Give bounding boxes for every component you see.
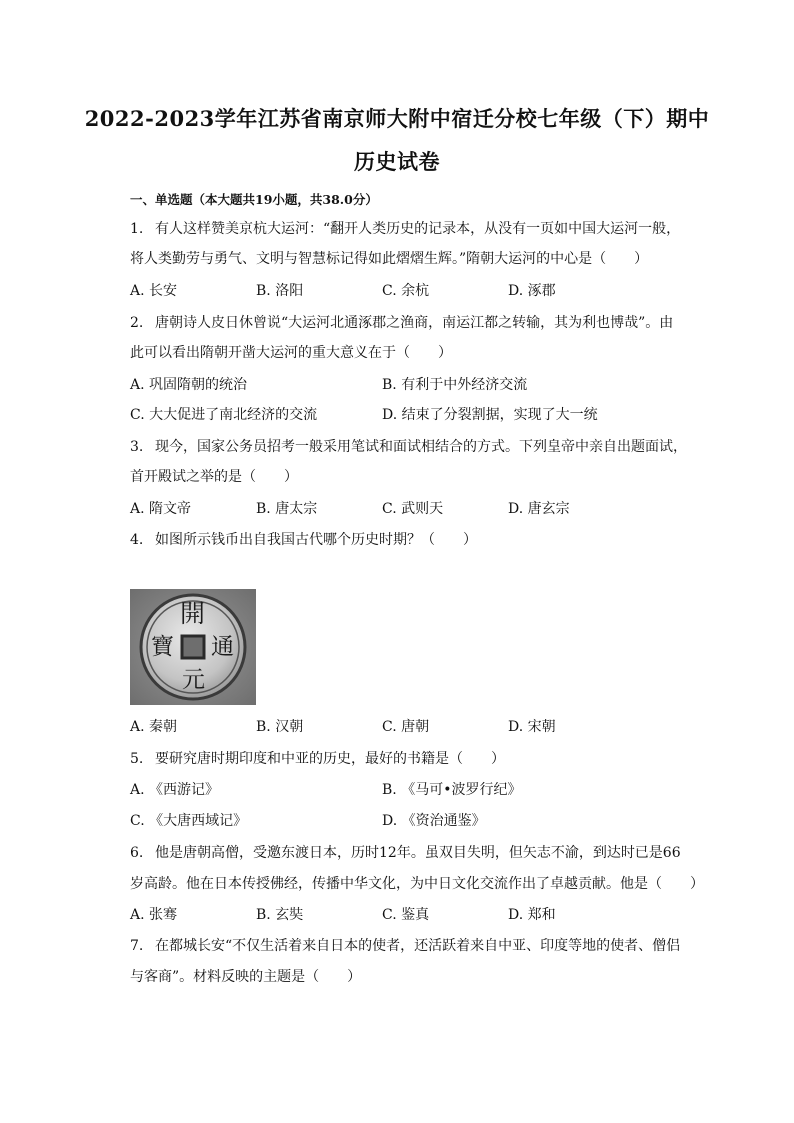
q1-option-c[interactable]: C. 余杭 <box>382 283 430 299</box>
coin-char-right: 通 <box>211 634 234 660</box>
exam-title-line-2: 历史试卷 <box>354 149 440 174</box>
question-number: 5. <box>130 751 144 767</box>
question-text: 在都城长安“不仅生活着来自日本的使者，还活跃着来自中亚、印度等地的使者、僧侣 <box>155 938 681 954</box>
question-number: 4. <box>130 532 144 548</box>
question-5 <box>130 748 505 768</box>
question-number: 7. <box>130 938 144 954</box>
q1-option-a[interactable]: A. 长安 <box>130 283 178 299</box>
question-number: 1. <box>130 221 144 237</box>
question-text: 他是唐朝高僧，受邀东渡日本，历时12年。虽双目失明，但矢志不渝，到达时已是66 <box>155 845 681 861</box>
question-6 <box>130 842 681 862</box>
q6-option-b[interactable]: B. 玄奘 <box>256 907 304 923</box>
question-number: 3. <box>130 439 144 455</box>
question-3-text-line-2: 首开殿试之举的是（ ） <box>130 469 298 485</box>
q1-option-b[interactable]: B. 洛阳 <box>256 283 304 299</box>
question-text: 要研究唐时期印度和中亚的历史，最好的书籍是（ ） <box>155 751 505 767</box>
question-4 <box>130 529 477 549</box>
coin-photo <box>130 589 256 705</box>
coin-char-top: 開 <box>180 599 206 628</box>
question-3 <box>130 436 687 456</box>
q1-option-d[interactable]: D. 涿郡 <box>508 283 556 299</box>
q6-option-d[interactable]: D. 郑和 <box>508 907 556 923</box>
q4-option-b[interactable]: B. 汉朝 <box>256 719 304 735</box>
question-text: 有人这样赞美京杭大运河：“翻开人类历史的记录本，从没有一页如中国大运河一般， <box>155 221 681 237</box>
question-7-text-line-2: 与客商”。材料反映的主题是（ ） <box>130 969 362 985</box>
exam-title-line-1: 2022-2023学年江苏省南京师大附中宿迁分校七年级（下）期中 <box>84 106 710 131</box>
q3-option-d[interactable]: D. 唐玄宗 <box>508 501 570 517</box>
q3-option-a[interactable]: A. 隋文帝 <box>130 501 192 517</box>
q6-option-a[interactable]: A. 张骞 <box>130 907 178 923</box>
q5-option-b[interactable]: B. 《马可•波罗行纪》 <box>382 782 522 798</box>
question-text: 唐朝诗人皮日休曾说“大运河北通涿郡之渔商，南运江都之转输，其为利也博哉”。由 <box>155 315 674 331</box>
q2-option-b[interactable]: B. 有利于中外经济交流 <box>382 377 528 393</box>
q2-option-a[interactable]: A. 巩固隋朝的统治 <box>130 377 248 393</box>
q2-option-c[interactable]: C. 大大促进了南北经济的交流 <box>130 407 318 423</box>
question-2-text-line-2: 此可以看出隋朝开凿大运河的重大意义在于（ ） <box>130 345 452 361</box>
question-2 <box>130 312 673 332</box>
question-number: 6. <box>130 845 144 861</box>
coin-char-bottom: 元 <box>182 667 205 693</box>
question-text: 现今，国家公务员招考一般采用笔试和面试相结合的方式。下列皇帝中亲自出题面试， <box>155 439 687 455</box>
q4-option-a[interactable]: A. 秦朝 <box>130 719 178 735</box>
q5-option-d[interactable]: D. 《资治通鉴》 <box>382 813 486 829</box>
section-heading: 一、单选题（本大题共19小题，共38.0分） <box>130 192 378 207</box>
question-7 <box>130 935 680 955</box>
q5-option-a[interactable]: A. 《西游记》 <box>130 782 220 798</box>
question-6-text-line-2: 岁高龄。他在日本传授佛经，传播中华文化，为中日文化交流作出了卓越贡献。他是（ ） <box>130 876 704 892</box>
q6-option-c[interactable]: C. 鉴真 <box>382 907 430 923</box>
q3-option-c[interactable]: C. 武则天 <box>382 501 444 517</box>
q4-option-c[interactable]: C. 唐朝 <box>382 719 430 735</box>
q5-option-c[interactable]: C. 《大唐西域记》 <box>130 813 248 829</box>
question-text: 如图所示钱币出自我国古代哪个历史时期？（ ） <box>155 532 477 548</box>
q3-option-b[interactable]: B. 唐太宗 <box>256 501 318 517</box>
question-1 <box>130 218 680 238</box>
question-1-text-line-2: 将人类勤劳与勇气、文明与智慧标记得如此熠熠生辉。”隋朝大运河的中心是（ ） <box>130 251 649 267</box>
question-number: 2. <box>130 315 144 331</box>
q4-option-d[interactable]: D. 宋朝 <box>508 719 556 735</box>
coin-char-left: 寶 <box>151 634 174 660</box>
q2-option-d[interactable]: D. 结束了分裂割据，实现了大一统 <box>382 407 598 423</box>
